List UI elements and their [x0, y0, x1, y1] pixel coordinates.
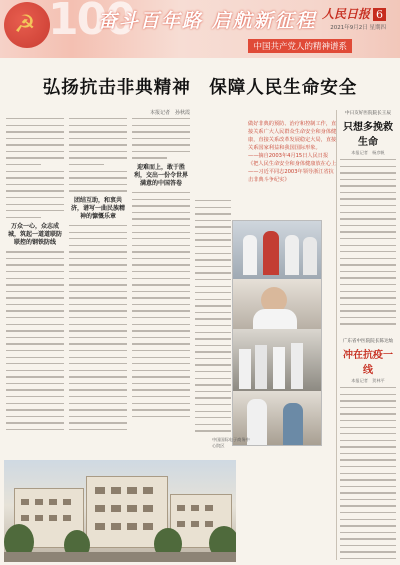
- pull-quote: [248, 120, 338, 184]
- ground: [4, 552, 236, 562]
- doctor-portrait-photo: [233, 279, 322, 329]
- paper-name: 人民日报: [321, 7, 370, 21]
- sidebar-column: [340, 110, 396, 565]
- centenary-number: 100: [48, 0, 134, 45]
- article-column-1: [6, 118, 64, 458]
- story2-byline: 本报记者 贺林平: [351, 378, 385, 384]
- body-text: [69, 118, 127, 192]
- article-headline: 弘扬抗击非典精神 保障人民生命安全: [42, 78, 358, 98]
- article-byline: 本报记者 孙秋霞: [150, 110, 191, 116]
- party-emblem: [4, 2, 50, 48]
- subhead-3: 迎难而上，敢于胜利，交出一份令世界满意的中国答卷: [133, 164, 188, 188]
- story2-headline: 冲在抗疫一线: [343, 350, 393, 377]
- page-banner: [0, 0, 400, 58]
- column-divider: [336, 110, 337, 560]
- story2-kicker: 广东省中医院院长陈达灿: [342, 339, 394, 345]
- article-column-3: [132, 118, 190, 458]
- hammer-sickle-icon: ☭: [14, 10, 36, 38]
- banner-slogan: 奋斗百年路 启航新征程: [98, 10, 317, 32]
- body-text: [132, 118, 190, 159]
- photo-caption: 中国国际电子商务中心院区: [212, 437, 250, 448]
- issue-date: 2021年9月2日 星期四: [330, 25, 386, 31]
- page-number: 6: [373, 8, 386, 21]
- article-column-4: [195, 200, 231, 435]
- banner-subtitle: 中国共产党人的精神谱系: [248, 39, 352, 53]
- body-text: [340, 159, 396, 325]
- hospital-building-photo: [4, 460, 236, 562]
- body-text: [6, 251, 64, 430]
- body-text: [132, 192, 190, 417]
- photo-collage: [232, 220, 322, 446]
- pull-quote-text: 做好非典的预防、治疗和控制工作，直接关系广大人民群众生命安全和身体健康，直接关系改革发展稳定大局，直接关系国家利益和我国国际形象。: [248, 121, 337, 151]
- medical-staff-photo: [233, 221, 322, 279]
- subhead-2: 团结互助，和衷共济，谱写一曲民族精神的慷慨乐章: [70, 196, 125, 220]
- body-text: [6, 118, 64, 218]
- hospital-team-photo: [233, 329, 322, 391]
- article-column-2: [69, 118, 127, 458]
- story1-kicker: 中日友好医院院长王辰: [345, 111, 391, 116]
- story1-headline: 只想多挽救生命: [343, 122, 393, 148]
- body-text: [69, 225, 127, 430]
- subhead-1: 万众一心，众志成城，筑起一道道联防联控的钢铁防线: [7, 223, 62, 247]
- pull-quote-source: ——摘自2003年4月15日人民日报《把人民生命安全和身体健康放在心上——习近平同志2003年领导浙江省抗击非典斗争纪实》: [248, 153, 337, 183]
- body-text: [340, 387, 396, 559]
- masthead: [322, 3, 386, 31]
- body-text: [195, 200, 231, 432]
- story1-byline: 本报记者 杨彦帆: [351, 150, 385, 155]
